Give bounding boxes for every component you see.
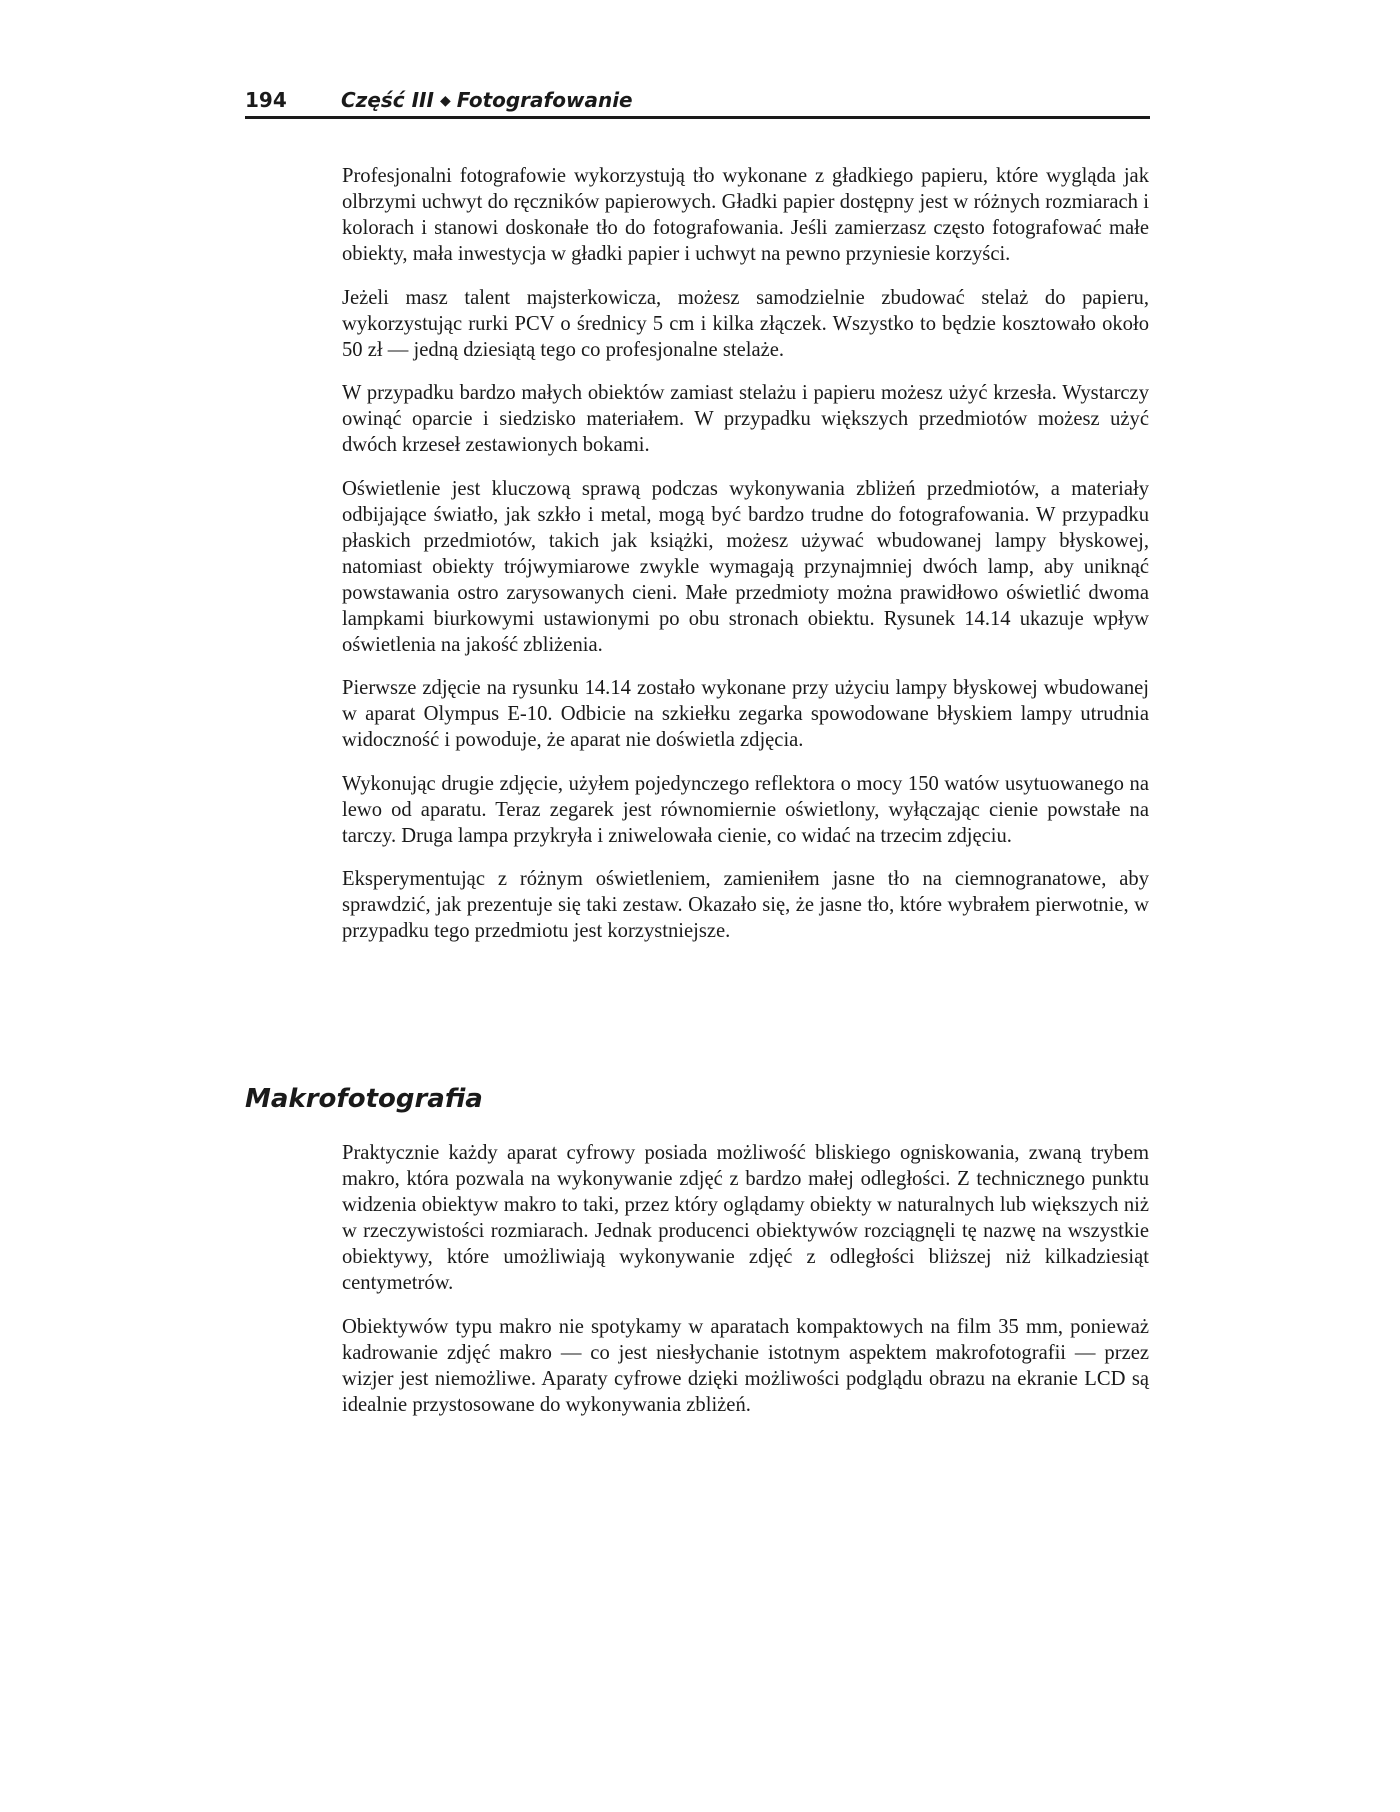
paragraph: Profesjonalni fotografowie wykorzystują tło wykonane z gładkiego papieru, które wygląda jak olbrzymi uchwyt do ręczników papierowych. Gładki papier dostępny jest w różnych rozmiarach i kolorach i stanowi doskonałe tło do fotografowania. Jeśli zamierzasz często fotografować małe obiekty, mała inwestycja w gładki papier i uchwyt na pewno przyniesie korzyści. bbox=[342, 165, 1149, 265]
section-heading: Makrofotografia bbox=[245, 1084, 483, 1114]
running-title bbox=[341, 86, 633, 117]
paragraph: Oświetlenie jest kluczową sprawą podczas wykonywania zbliżeń przedmiotów, a materiały odbijające światło, jak szkło i metal, mogą być bardzo trudne do fotografowania. W przypadku płaskich przedmiotów, takich jak książki, możesz używać wbudowanej lampy błyskowej, natomiast obiekty trójwymiarowe zwykle wymagają przynajmniej dwóch lamp, aby uniknąć powstawania ostro zarysowanych cieni. Małe przedmioty można prawidłowo oświetlić dwoma lampkami biurkowymi ustawionymi po obu stronach obiektu. Rysunek 14.14 ukazuje wpływ oświetlenia na jakość zbliżenia. bbox=[342, 477, 1149, 656]
body-text bbox=[342, 163, 1149, 944]
paragraph: Praktycznie każdy aparat cyfrowy posiada możliwość bliskiego ogniskowania, zwaną trybem makro, która pozwala na wykonywanie zdjęć z bardzo małej odległości. Z technicznego punktu widzenia obiektyw makro to taki, przez który oglądamy obiekty w naturalnych lub większych niż w rzeczywistości rozmiarach. Jednak producenci obiektywów rozciągnęli tę nazwę na wszystkie obiektywy, które umożliwiają wykonywanie zdjęć z odległości bliższej niż kilkadziesiąt centymetrów. bbox=[342, 1142, 1149, 1294]
running-header bbox=[245, 86, 1150, 119]
diamond-separator-icon: ◆ bbox=[439, 93, 451, 109]
part-label: Część III bbox=[341, 88, 434, 112]
paragraph: Pierwsze zdjęcie na rysunku 14.14 zostało wykonane przy użyciu lampy błyskowej wbudowanej w aparat Olympus E-10. Odbicie na szkiełku zegarka spowodowane błyskiem lampy utrudnia widoczność i powoduje, że aparat nie doświetla zdjęcia. bbox=[342, 677, 1149, 751]
paragraph: Eksperymentując z różnym oświetleniem, zamieniłem jasne tło na ciemnogranatowe, aby sprawdzić, jak prezentuje się taki zestaw. Okazało się, że jasne tło, które wybrałem pierwotnie, w przypadku tego przedmiotu jest korzystniejsze. bbox=[342, 868, 1149, 942]
section-body-text bbox=[342, 1140, 1149, 1418]
page-number: 194 bbox=[245, 88, 287, 112]
paragraph: Obiektywów typu makro nie spotykamy w aparatach kompaktowych na film 35 mm, ponieważ kadrowanie zdjęć makro — co jest niesłychanie istotnym aspektem makrofotografii — przez wizjer jest niemożliwe. Aparaty cyfrowe dzięki możliwości podglądu obrazu na ekranie LCD są idealnie przystosowane do wykonywania zbliżeń. bbox=[342, 1315, 1149, 1416]
paragraph: W przypadku bardzo małych obiektów zamiast stelażu i papieru możesz użyć krzesła. Wystarczy owinąć oparcie i siedzisko materiałem. W przypadku większych przedmiotów możesz użyć dwóch krzeseł zestawionych bokami. bbox=[342, 382, 1149, 456]
chapter-label: Fotografowanie bbox=[456, 88, 633, 112]
paragraph: Wykonując drugie zdjęcie, użyłem pojedynczego reflektora o mocy 150 watów usytuowanego na lewo od aparatu. Teraz zegarek jest równomiernie oświetlony, wyłączając cienie powstałe na tarczy. Druga lampa przykryła i zniwelowała cienie, co widać na trzecim zdjęciu. bbox=[342, 772, 1149, 847]
paragraph: Jeżeli masz talent majsterkowicza, możesz samodzielnie zbudować stelaż do papieru, wykorzystując rurki PCV o średnicy 5 cm i kilka złączek. Wszystko to będzie kosztowało około 50 zł — jedną dziesiątą tego co profesjonalne stelaże. bbox=[342, 286, 1149, 361]
